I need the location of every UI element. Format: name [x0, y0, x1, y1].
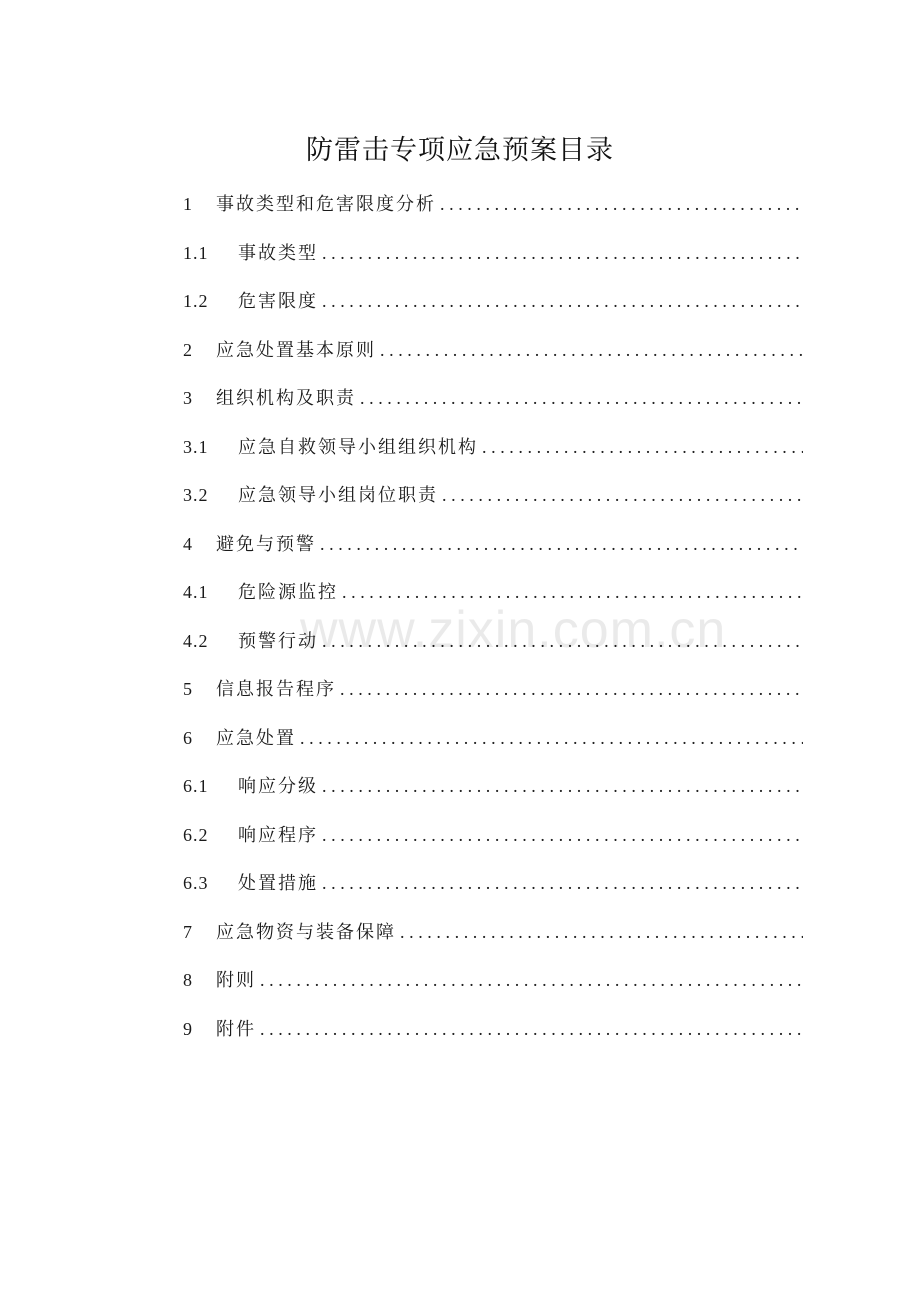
toc-entry[interactable]: [183, 239, 803, 288]
toc-dot-leader: [400, 922, 803, 943]
toc-entry[interactable]: [183, 966, 803, 1015]
toc-dot-leader: [442, 485, 803, 506]
toc-dot-leader: [482, 437, 803, 458]
toc-dot-leader: [300, 728, 803, 749]
toc-entry-number: 3.2: [183, 485, 209, 505]
toc-entry[interactable]: [183, 530, 803, 579]
toc-entry-label: 附则: [216, 970, 256, 991]
toc-dot-leader: [322, 243, 803, 264]
toc-dot-leader: [260, 970, 803, 991]
toc-entry[interactable]: [183, 578, 803, 627]
toc-entry-label: 信息报告程序: [216, 679, 336, 700]
toc-dot-leader: [380, 340, 803, 361]
toc-entry-label: 组织机构及职责: [216, 388, 356, 409]
toc-entry-number: 6.1: [183, 776, 209, 796]
toc-entry[interactable]: [183, 772, 803, 821]
toc-entry-label: 应急处置: [216, 727, 296, 749]
toc-entry[interactable]: [183, 433, 803, 482]
toc-entry-number: 1.2: [183, 291, 209, 311]
toc-entry[interactable]: [183, 287, 803, 336]
toc-entry-label: 事故类型和危害限度分析: [216, 194, 436, 215]
toc-entry-label: 应急领导小组岗位职责: [238, 485, 438, 506]
toc-entry-number: 4: [183, 533, 193, 554]
toc-dot-leader: [322, 291, 803, 312]
toc-entry-number: 7: [183, 921, 193, 942]
toc-dot-leader: [322, 776, 803, 797]
toc-dot-leader: [322, 825, 803, 846]
toc-entry-label: 应急物资与装备保障: [216, 921, 396, 943]
toc-entry-number: 6.3: [183, 873, 209, 893]
toc-entry[interactable]: [183, 336, 803, 385]
page-title: 防雷击专项应急预案目录: [306, 135, 614, 166]
toc-entry-number: 4.1: [183, 582, 209, 602]
toc-entry-label: 危害限度: [238, 291, 318, 312]
toc-entry[interactable]: [183, 481, 803, 530]
toc-entry[interactable]: [183, 918, 803, 967]
toc-entry-number: 8: [183, 970, 193, 990]
toc-entry[interactable]: [183, 1015, 803, 1064]
toc-dot-leader: [342, 582, 803, 603]
toc-dot-leader: [320, 534, 803, 555]
toc-entry[interactable]: [183, 675, 803, 724]
toc-entry-number: 4.2: [183, 630, 209, 651]
toc-entry-label: 避免与预警: [216, 533, 316, 555]
toc-dot-leader: [322, 631, 803, 652]
toc-entry-label: 事故类型: [238, 242, 318, 264]
toc-dot-leader: [440, 194, 803, 215]
toc-dot-leader: [322, 873, 803, 894]
toc-entry[interactable]: [183, 190, 803, 239]
toc-entry[interactable]: [183, 821, 803, 870]
toc-dot-leader: [340, 679, 803, 700]
toc-entry-label: 附件: [216, 1018, 256, 1040]
toc-entry-number: 2: [183, 339, 193, 360]
toc-entry-number: 6: [183, 727, 193, 748]
toc-entry-number: 9: [183, 1018, 193, 1039]
toc-dot-leader: [360, 388, 803, 409]
toc-entry-label: 危险源监控: [238, 582, 338, 603]
table-of-contents: [183, 190, 803, 1063]
toc-entry-number: 1: [183, 194, 193, 214]
toc-entry-label: 预警行动: [238, 630, 318, 652]
toc-entry-number: 1.1: [183, 242, 209, 263]
toc-entry[interactable]: [183, 627, 803, 676]
toc-entry-label: 应急自救领导小组组织机构: [238, 436, 478, 458]
toc-entry[interactable]: [183, 384, 803, 433]
toc-entry-number: 3: [183, 388, 193, 408]
toc-entry-label: 响应程序: [238, 824, 318, 846]
toc-entry-label: 处置措施: [238, 873, 318, 894]
toc-entry[interactable]: [183, 724, 803, 773]
toc-entry-label: 应急处置基本原则: [216, 339, 376, 361]
toc-entry-label: 响应分级: [238, 776, 318, 797]
toc-entry-number: 5: [183, 679, 193, 699]
toc-entry-number: 3.1: [183, 436, 209, 457]
watermark: www.zixin.com.cn: [300, 601, 727, 659]
toc-dot-leader: [260, 1019, 803, 1040]
toc-entry[interactable]: [183, 869, 803, 918]
toc-entry-number: 6.2: [183, 824, 209, 845]
